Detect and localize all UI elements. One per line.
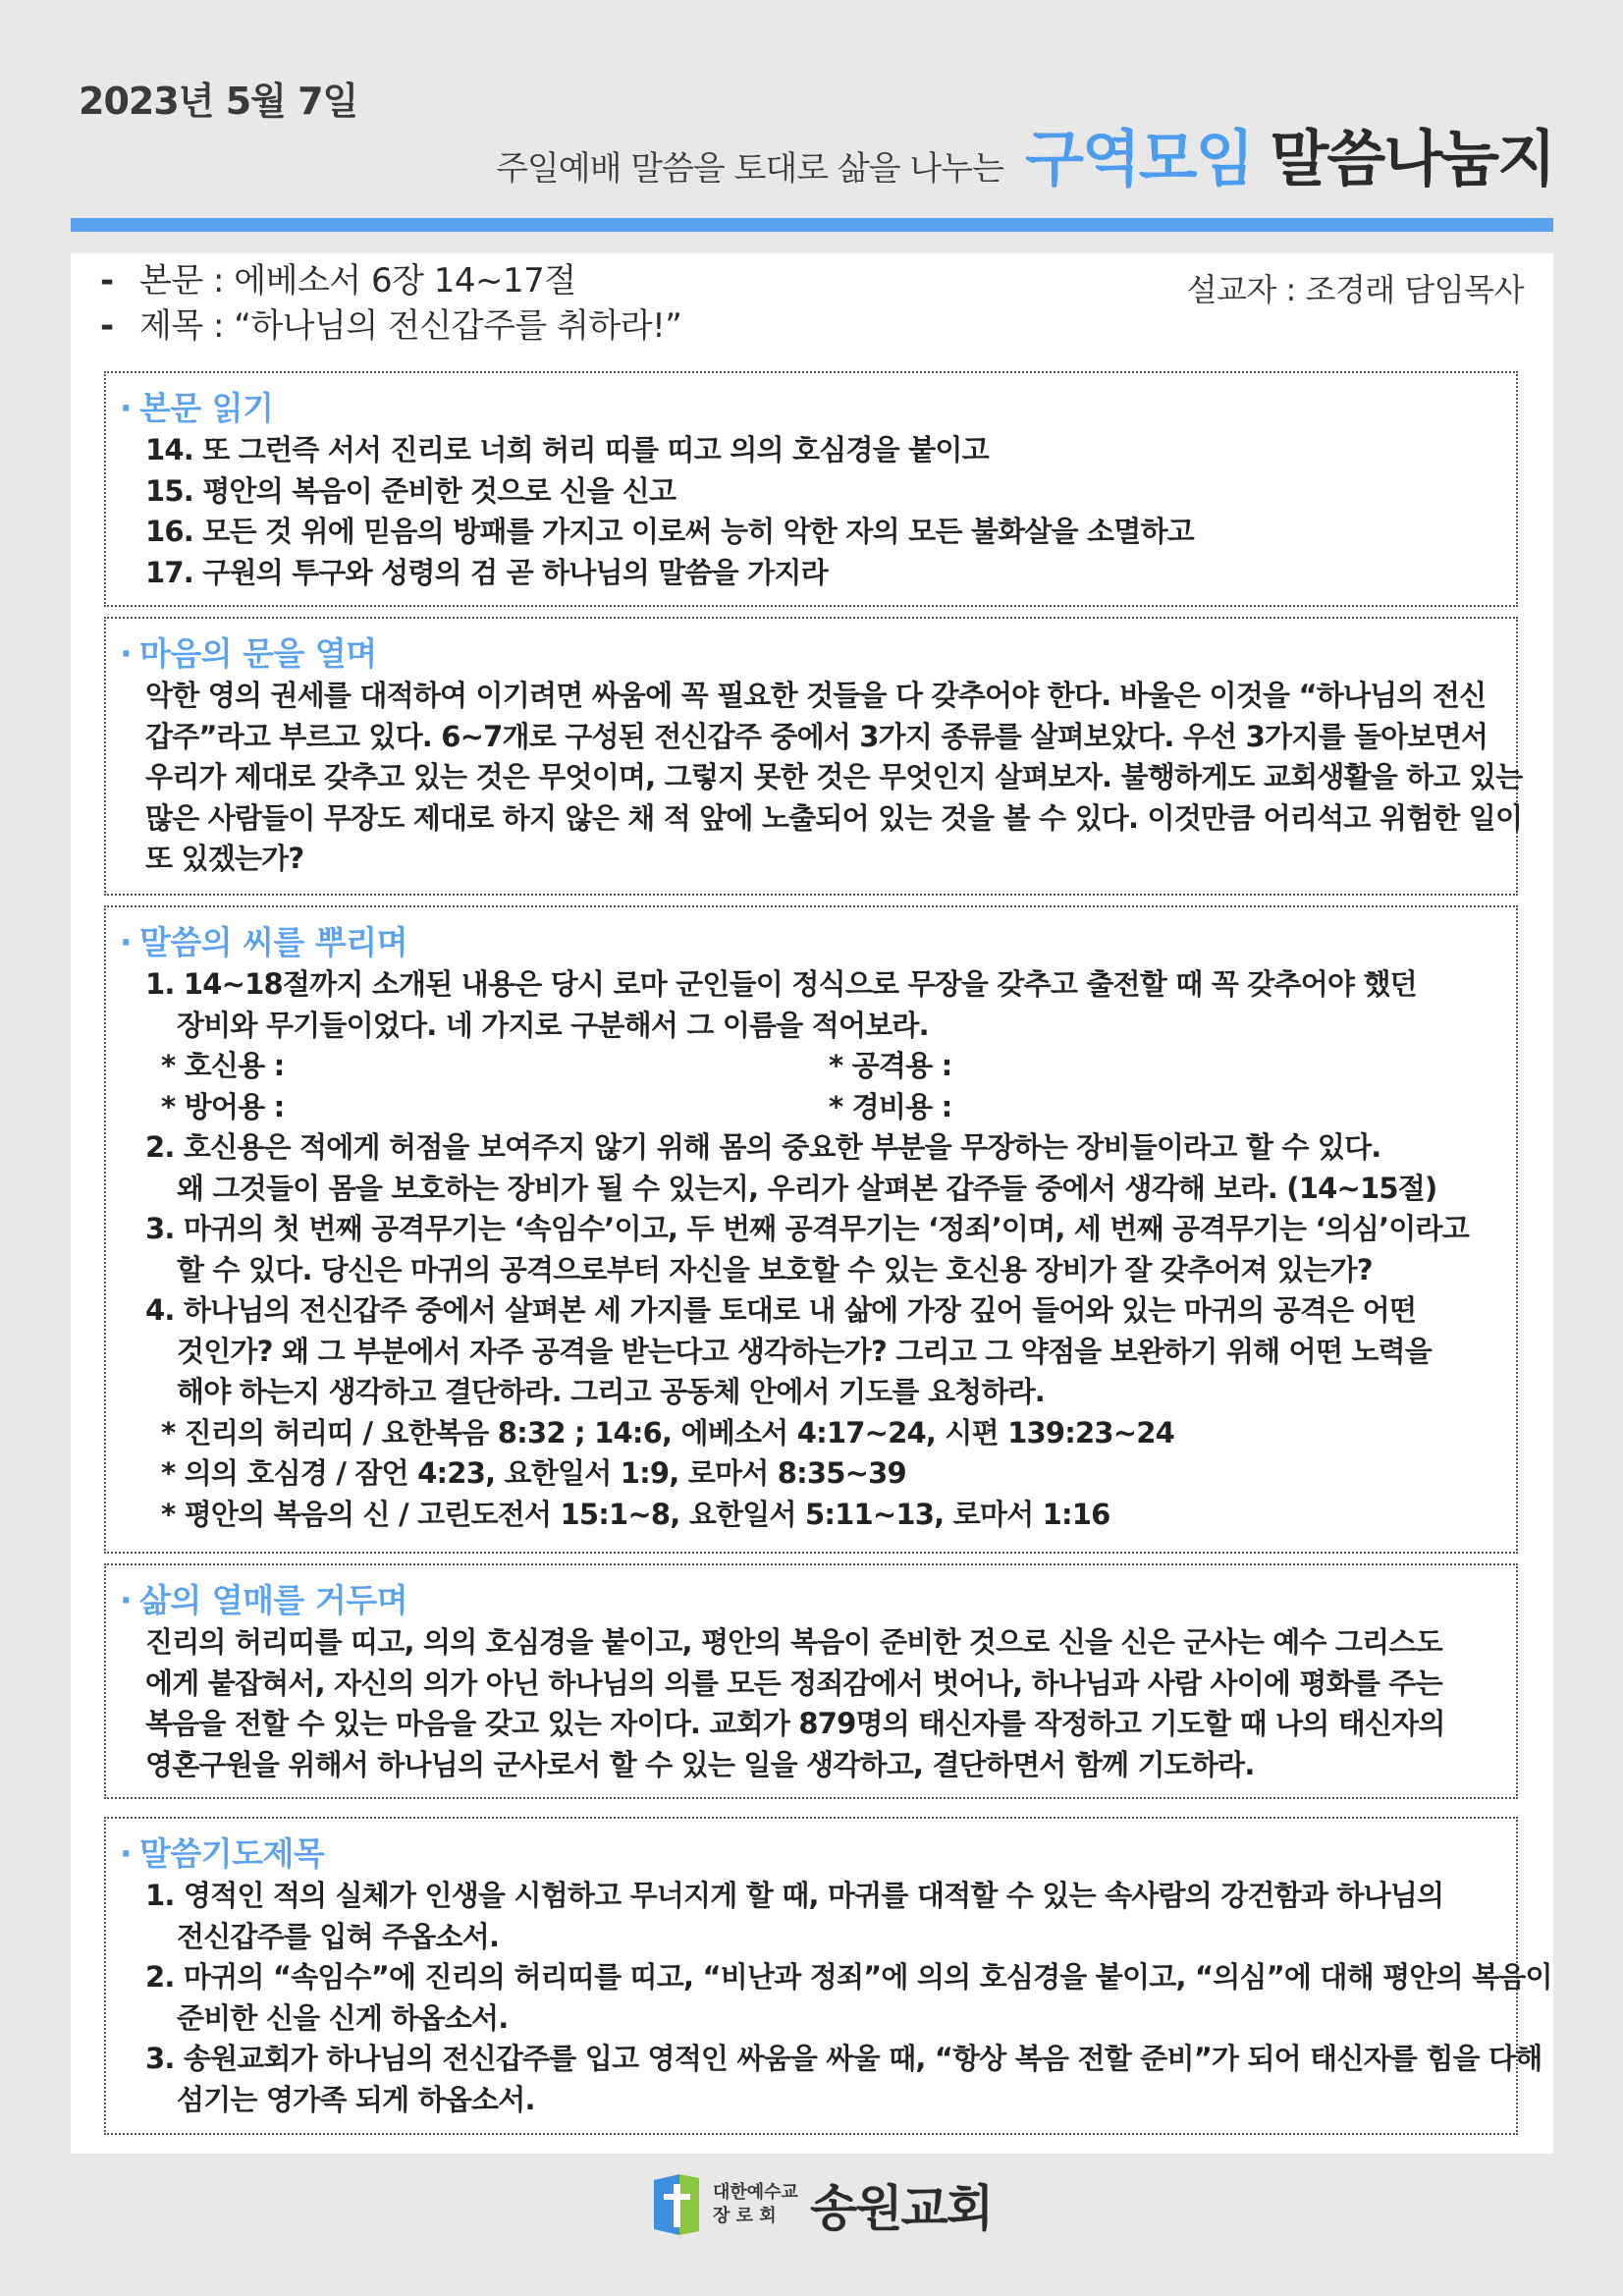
section-prayer xyxy=(104,1817,1552,2135)
header-title-accent: 구역모임 xyxy=(1024,123,1253,194)
prayer-line: 2. 마귀의 “속임수”에 진리의 허리띠를 띠고, “비난과 정죄”에 의의 호심경을 붙이고, “의심”에 대해 평안의 복음이 xyxy=(145,1960,1552,1994)
verse-line: 15. 평안의 복음이 준비한 것으로 신을 신고 xyxy=(145,473,676,508)
answer-row xyxy=(120,1087,1490,1128)
question-line: 할 수 있다. 당신은 마귀의 공격으로부터 자신을 보호할 수 있는 호신용 장비가 잘 갖추어져 있는가? xyxy=(177,1252,1373,1286)
prayer-line: 1. 영적인 적의 실체가 인생을 시험하고 무너지게 할 때, 마귀를 대적할 수 있는 속사람의 강건함과 하나님의 xyxy=(145,1879,1444,1912)
bullet-dash: - xyxy=(100,306,114,346)
preacher: 설교자 : 조경래 담임목사 xyxy=(1186,271,1524,308)
question-line: 왜 그것들이 몸을 보호하는 장비가 될 수 있는지, 우리가 살펴본 갑주들 중에서 생각해 보라. (14~15절) xyxy=(177,1171,1437,1205)
church-logo xyxy=(650,2160,992,2249)
paragraph-line: 복음을 전할 수 있는 마음을 갖고 있는 자이다. 교회가 879명의 태신자를 작정하고 기도할 때 나의 태신자의 xyxy=(145,1707,1445,1740)
answer-label: * 공격용 : xyxy=(829,1049,952,1082)
prayer-line: 3. 송원교회가 하나님의 전신갑주를 입고 영적인 싸움을 싸울 때, “항상 복음 전할 준비”가 되어 태신자를 힘을 다해 xyxy=(145,2042,1542,2075)
question-line: 장비와 무기들이었다. 네 가지로 구분해서 그 이름을 적어보라. xyxy=(177,1008,929,1042)
sermon-title: 제목 : “하나님의 전신갑주를 취하라!” xyxy=(139,306,682,346)
reference-line: * 진리의 허리띠 / 요한복음 8:32 ; 14:6, 에베소서 4:17~24, 시편 139:23~24 xyxy=(161,1415,1175,1449)
section-opening xyxy=(104,617,1523,896)
prayer-line: 전신갑주를 입혀 주옵소서. xyxy=(177,1919,500,1953)
question-line: 3. 마귀의 첫 번째 공격무기는 ‘속임수’이고, 두 번째 공격무기는 ‘정죄’이며, 세 번째 공격무기는 ‘의심’이라고 xyxy=(145,1212,1469,1245)
section-title: · 삶의 열매를 거두며 xyxy=(120,1581,408,1619)
answer-label: * 호신용 : xyxy=(161,1049,285,1082)
question-line: 4. 하나님의 전신갑주 중에서 살펴본 세 가지를 토대로 내 삶에 가장 깊어 들어와 있는 마귀의 공격은 어떤 xyxy=(145,1293,1417,1327)
paragraph-line: 우리가 제대로 갖추고 있는 것은 무엇이며, 그렇지 못한 것은 무엇인지 살펴보자. 불행하게도 교회생활을 하고 있는 xyxy=(145,760,1523,793)
denomination-top: 대한예수교 xyxy=(713,2182,798,2203)
section-title: · 말씀기도제목 xyxy=(120,1834,325,1873)
section-fruit xyxy=(104,1563,1518,1799)
reference-line: * 평안의 복음의 신 / 고린도전서 15:1~8, 요한일서 5:11~13, 로마서 1:16 xyxy=(161,1497,1110,1531)
reference-line: * 의의 호심경 / 잠언 4:23, 요한일서 1:9, 로마서 8:35~39 xyxy=(161,1456,906,1490)
section-reading xyxy=(104,371,1518,607)
paragraph-line: 진리의 허리띠를 띠고, 의의 호심경을 붙이고, 평안의 복음이 준비한 것으로 신을 신은 군사는 예수 그리스도 xyxy=(145,1625,1442,1659)
sermon-title-line xyxy=(100,299,681,347)
question-line: 2. 호신용은 적에게 허점을 보여주지 않기 위해 몸의 중요한 부분을 무장하는 장비들이라고 할 수 있다. xyxy=(145,1130,1381,1164)
prayer-line: 섬기는 영가족 되게 하옵소서. xyxy=(177,2082,535,2116)
section-title: · 마음의 문을 열며 xyxy=(120,634,377,673)
worksheet xyxy=(71,253,1553,2154)
paragraph-line: 갑주”라고 부르고 있다. 6~7개로 구성된 전신갑주 중에서 3가지 종류를 살펴보았다. 우선 3가지를 돌아보면서 xyxy=(145,719,1488,753)
question-line: 1. 14~18절까지 소개된 내용은 당시 로마 군인들이 정식으로 무장을 갖추고 출전할 때 꼭 갖추어야 했던 xyxy=(145,967,1417,1001)
denomination-bottom: 장 로 회 xyxy=(713,2206,777,2226)
answer-label: * 방어용 : xyxy=(161,1089,285,1123)
date: 2023년 5월 7일 xyxy=(79,80,358,123)
paragraph-line: 많은 사람들이 무장도 제대로 하지 않은 채 적 앞에 노출되어 있는 것을 볼 수 있다. 이것만큼 어리석고 위험한 일이 xyxy=(145,800,1523,835)
header-title-main: 말씀나눔지 xyxy=(1270,123,1554,194)
verse-line: 14. 또 그런즉 서서 진리로 너희 허리 띠를 띠고 의의 호심경을 붙이고 xyxy=(145,433,989,466)
header-divider xyxy=(71,218,1553,232)
paragraph-line: 영혼구원을 위해서 하나님의 군사로서 할 수 있는 일을 생각하고, 결단하면서 함께 기도하라. xyxy=(145,1747,1255,1781)
answer-row xyxy=(120,1046,1490,1087)
scripture-line xyxy=(100,253,576,301)
church-name: 송원교회 xyxy=(809,2180,993,2237)
paragraph-line: 에게 붙잡혀서, 자신의 의가 아닌 하나님의 의를 모든 정죄감에서 벗어나, 하나님과 사람 사이에 평화를 주는 xyxy=(145,1666,1442,1700)
verse-line: 17. 구원의 투구와 성령의 검 곧 하나님의 말씀을 가지라 xyxy=(145,555,828,589)
bullet-dash: - xyxy=(100,261,114,301)
section-title: · 말씀의 씨를 뿌리며 xyxy=(120,923,408,961)
question-line: 것인가? 왜 그 부분에서 자주 공격을 받는다고 생각하는가? 그리고 그 약점을 보완하기 위해 어떤 노력을 xyxy=(177,1334,1432,1368)
prayer-line: 준비한 신을 신게 하옵소서. xyxy=(177,2000,509,2035)
question-line: 해야 하는지 생각하고 결단하라. 그리고 공동체 안에서 기도를 요청하라. xyxy=(177,1375,1046,1408)
section-title: · 본문 읽기 xyxy=(120,389,274,427)
header xyxy=(496,110,1554,197)
paragraph-line: 또 있겠는가? xyxy=(145,842,304,875)
denomination xyxy=(713,2181,798,2228)
paragraph-line: 악한 영의 권세를 대적하여 이기려면 싸움에 꼭 필요한 것들을 다 갖추어야 한다. 바울은 이것을 “하나님의 전신 xyxy=(145,679,1487,712)
header-subtitle: 주일예배 말씀을 토대로 삶을 나누는 xyxy=(496,149,1003,189)
scripture: 본문 : 에베소서 6장 14~17절 xyxy=(139,261,576,301)
cross-logo-icon xyxy=(650,2172,703,2237)
section-seed xyxy=(104,905,1518,1554)
verse-line: 16. 모든 것 위에 믿음의 방패를 가지고 이로써 능히 악한 자의 모든 불화살을 소멸하고 xyxy=(145,515,1194,548)
answer-label: * 경비용 : xyxy=(829,1089,952,1123)
